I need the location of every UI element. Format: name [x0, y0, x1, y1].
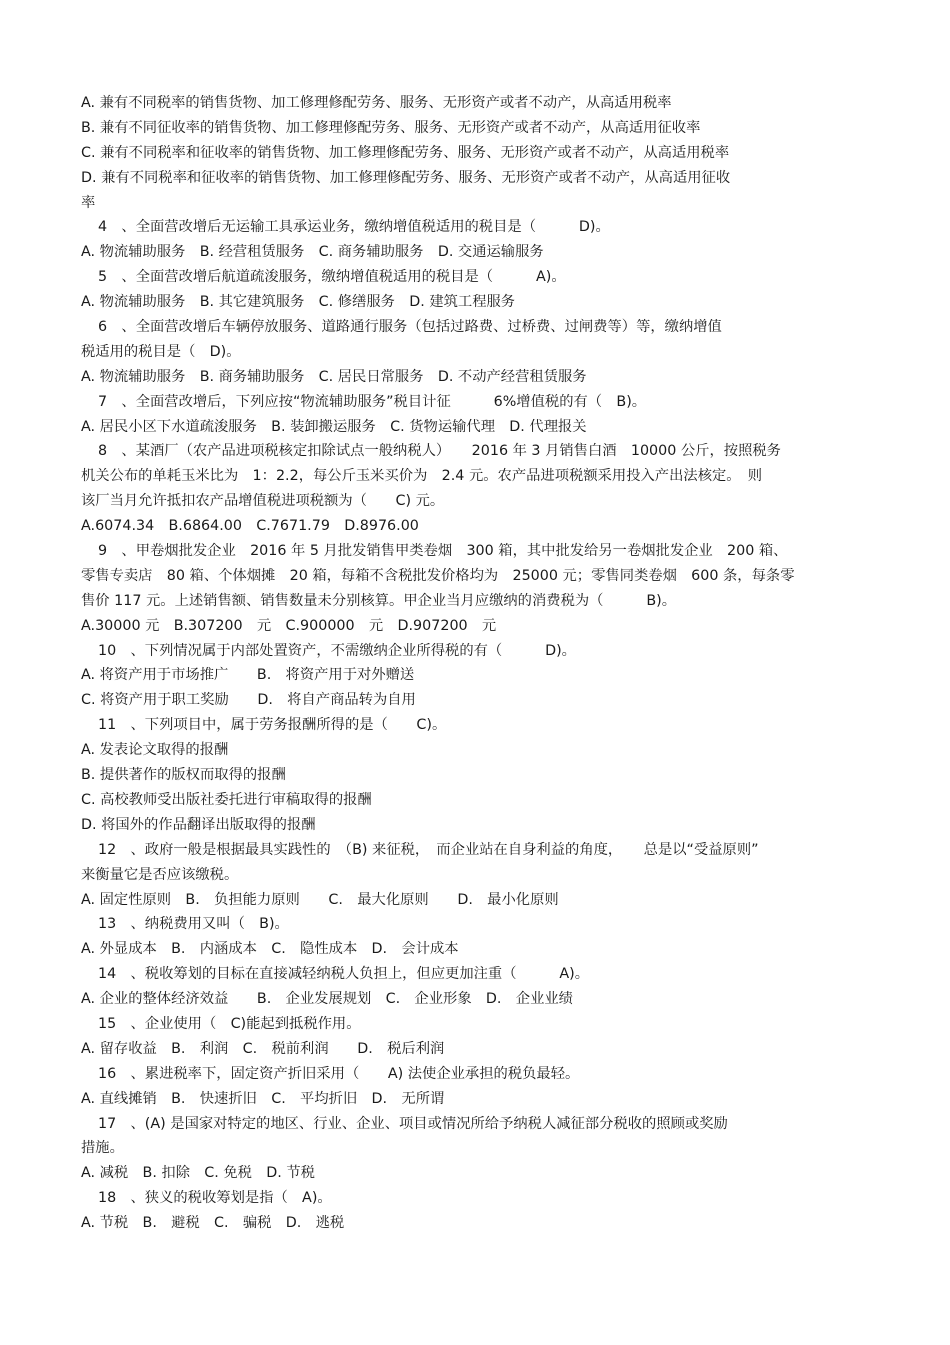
text-line: A. 企业的整体经济效益 B. 企业发展规划 C. 企业形象 D. 企业业绩 [81, 991, 573, 1008]
text-line: 来衡量它是否应该缴税。 [81, 866, 239, 883]
text-line: C. 将资产用于职工奖励 D. 将自产商品转为自用 [81, 692, 416, 709]
text-line: 售价 117 元。上述销售额、销售数量未分别核算。甲企业当月应缴纳的消费税为（ B)。 [81, 592, 677, 609]
text-line: A.6074.34 B.6864.00 C.7671.79 D.8976.00 [81, 518, 419, 535]
question-line: 12 、政府一般是根据最具实践性的 （B) 来征税， 而企业站在自身利益的角度， 总是以“受益原则” [98, 841, 759, 858]
text-line: B. 兼有不同征收率的销售货物、加工修理修配劳务、服务、无形资产或者不动产，从高适用征收率 [81, 119, 701, 136]
question-line: 17 、(A) 是国家对特定的地区、行业、企业、项目或情况所给予纳税人减征部分税收的照顾或奖励 [98, 1115, 728, 1132]
text-line: 零售专卖店 80 箱、个体烟摊 20 箱，每箱不含税批发价格均为 25000 元；零售同类卷烟 600 条，每条零 [81, 567, 795, 584]
text-line: B. 提供著作的版权而取得的报酬 [81, 767, 286, 784]
text-line: 措施。 [81, 1140, 124, 1157]
text-line: D. 将国外的作品翻译出版取得的报酬 [81, 816, 316, 833]
question-line: 6 、全面营改增后车辆停放服务、道路通行服务（包括过路费、过桥费、过闸费等）等，缴纳增值 [98, 319, 722, 336]
text-line: A. 居民小区下水道疏浚服务 B. 装卸搬运服务 C. 货物运输代理 D. 代理报关 [81, 418, 587, 435]
text-line: 机关公布的单耗玉米比为 1：2.2，每公斤玉米买价为 2.4 元。农产品进项税额采用投入产出法核定。 则 [81, 468, 763, 485]
question-line: 15 、企业使用（ C)能起到抵税作用。 [98, 1015, 361, 1032]
text-line: A. 物流辅助服务 B. 其它建筑服务 C. 修缮服务 D. 建筑工程服务 [81, 294, 516, 311]
text-line: 该厂当月允许抵扣农产品增值税进项税额为（ C) 元。 [81, 493, 445, 510]
question-line: 13 、纳税费用又叫（ B)。 [98, 916, 289, 933]
text-line: C. 兼有不同税率和征收率的销售货物、加工修理修配劳务、服务、无形资产或者不动产，从高适用税率 [81, 144, 730, 161]
question-line: 8 、某酒厂（农产品进项税核定扣除试点一般纳税人） 2016 年 3 月销售白酒 10000 公斤，按照税务 [98, 443, 781, 460]
text-line: A. 物流辅助服务 B. 商务辅助服务 C. 居民日常服务 D. 不动产经营租赁服务 [81, 368, 587, 385]
text-line: A. 固定性原则 B. 负担能力原则 C. 最大化原则 D. 最小化原则 [81, 891, 559, 908]
text-line: A. 节税 B. 避税 C. 骗税 D. 逃税 [81, 1215, 345, 1232]
question-text-block [81, 91, 871, 1236]
question-line: 5 、全面营改增后航道疏浚服务，缴纳增值税适用的税目是（ A)。 [98, 269, 566, 286]
text-line: A. 发表论文取得的报酬 [81, 742, 229, 759]
question-line: 16 、累进税率下，固定资产折旧采用（ A) 法使企业承担的税负最轻。 [98, 1065, 580, 1082]
text-line: A. 物流辅助服务 B. 经营租赁服务 C. 商务辅助服务 D. 交通运输服务 [81, 244, 544, 261]
text-line: A. 将资产用于市场推广 B. 将资产用于对外赠送 [81, 667, 415, 684]
text-line: A. 减税 B. 扣除 C. 免税 D. 节税 [81, 1165, 315, 1182]
text-line: A. 兼有不同税率的销售货物、加工修理修配劳务、服务、无形资产或者不动产，从高适用税率 [81, 95, 672, 111]
text-line: 率 [81, 194, 96, 211]
text-line: A. 外显成本 B. 内涵成本 C. 隐性成本 D. 会计成本 [81, 941, 459, 958]
question-line: 14 、税收筹划的目标在直接减轻纳税人负担上，但应更加注重（ A)。 [98, 966, 590, 983]
question-line: 4 、全面营改增后无运输工具承运业务，缴纳增值税适用的税目是（ D)。 [98, 219, 610, 236]
question-line: 10 、下列情况属于内部处置资产，不需缴纳企业所得税的有（ D)。 [98, 642, 576, 659]
text-line: 税适用的税目是（ D)。 [81, 343, 241, 360]
question-line: 7 、全面营改增后，下列应按“物流辅助服务”税目计征 6%增值税的有（ B)。 [98, 393, 647, 410]
text-line: A. 留存收益 B. 利润 C. 税前利润 D. 税后利润 [81, 1040, 445, 1057]
text-line: D. 兼有不同税率和征收率的销售货物、加工修理修配劳务、服务、无形资产或者不动产，从高适用征收 [81, 169, 731, 186]
text-line: A. 直线摊销 B. 快速折旧 C. 平均折旧 D. 无所谓 [81, 1090, 445, 1107]
text-line: C. 高校教师受出版社委托进行审稿取得的报酬 [81, 791, 372, 808]
text-line: A.30000 元 B.307200 元 C.900000 元 D.907200 元 [81, 617, 497, 634]
question-line: 18 、狭义的税收筹划是指（ A)。 [98, 1190, 332, 1207]
question-line: 11 、下列项目中，属于劳务报酬所得的是（ C)。 [98, 717, 447, 734]
question-line: 9 、甲卷烟批发企业 2016 年 5 月批发销售甲类卷烟 300 箱，其中批发给另一卷烟批发企业 200 箱、 [98, 543, 788, 560]
